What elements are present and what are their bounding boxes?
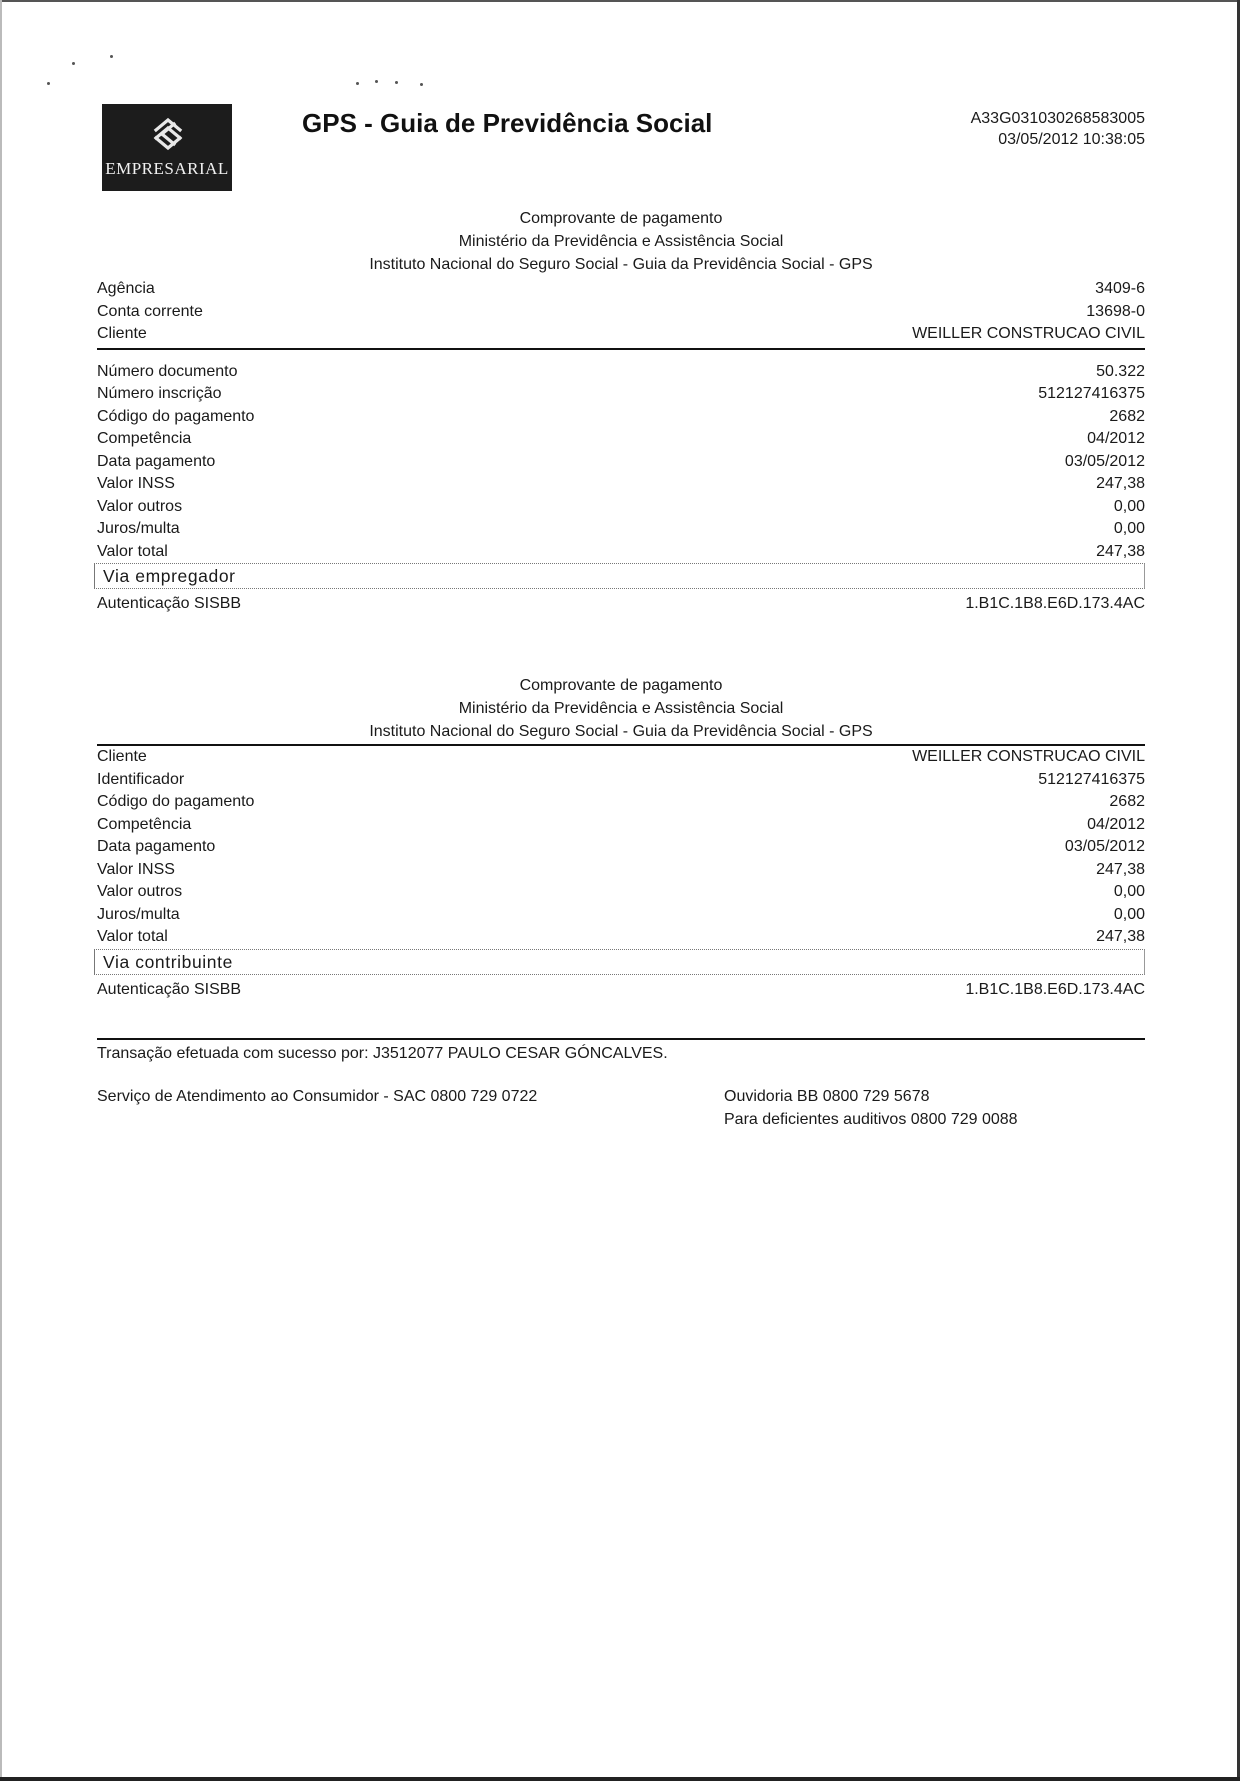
authentication-row [97, 979, 1145, 1002]
detail-row [97, 541, 1145, 564]
field-value: 0,00 [1113, 520, 1145, 537]
detail-row [97, 881, 1145, 904]
detail-row [97, 496, 1145, 519]
field-label: Conta corrente [97, 302, 203, 320]
field-label: Valor outros [97, 497, 183, 515]
page-edge-top [0, 0, 1240, 2]
authentication-row [97, 593, 1145, 616]
field-label: Valor total [97, 542, 168, 560]
field-value: 247,38 [1096, 542, 1145, 560]
field-value: 04/2012 [1087, 815, 1145, 833]
receipt-heading-line1: Comprovante de pagamento [519, 677, 723, 694]
divider [97, 348, 1145, 350]
logo-text: EMPRESARIAL [105, 159, 229, 178]
field-value: 0,00 [1113, 497, 1145, 515]
contributor-details [97, 746, 1145, 949]
field-label: Valor outros [97, 883, 183, 900]
employer-details [97, 361, 1145, 564]
detail-row [97, 746, 1145, 769]
field-value: 0,00 [1113, 883, 1145, 900]
page-edge-left [0, 0, 2, 1781]
field-label: Competência [97, 430, 192, 447]
detail-row [97, 451, 1145, 474]
detail-row [97, 926, 1145, 949]
field-value: 247,38 [1096, 860, 1145, 878]
contributor-receipt [97, 674, 1145, 1001]
field-value: WEILLER CONSTRUCAO CIVIL [912, 748, 1145, 765]
field-label: Cliente [97, 325, 147, 342]
document-id-block [971, 108, 1145, 150]
field-value: 04/2012 [1087, 430, 1145, 447]
field-label: Juros/multa [97, 905, 180, 923]
receipt-heading-line1: Comprovante de pagamento [519, 210, 723, 227]
detail-row [97, 428, 1145, 451]
field-label: Identificador [97, 770, 185, 788]
detail-row [97, 791, 1145, 814]
field-value: 247,38 [1096, 475, 1145, 492]
field-value: WEILLER CONSTRUCAO CIVIL [912, 325, 1145, 342]
field-label: Número documento [97, 362, 238, 380]
field-label: Data pagamento [97, 452, 216, 470]
hearing-impaired-phone: Para deficientes auditivos 0800 729 0088 [724, 1111, 1018, 1128]
account-row-conta [97, 301, 1145, 324]
field-label: Código do pagamento [97, 407, 255, 425]
field-value: 2682 [1109, 793, 1145, 810]
ouvidoria-contacts [724, 1085, 1018, 1131]
field-label: Autenticação SISBB [97, 595, 242, 612]
field-label: Cliente [97, 748, 147, 765]
detail-row [97, 859, 1145, 882]
receipt-heading-line2: Ministério da Previdência e Assistência Social [458, 700, 784, 717]
document-code: A33G031030268583005 [970, 110, 1145, 127]
field-value: 03/05/2012 [1064, 838, 1145, 855]
ouvidoria-phone: Ouvidoria BB 0800 729 5678 [724, 1088, 930, 1105]
via-label-box [94, 563, 1145, 589]
detail-row [97, 361, 1145, 384]
detail-row [97, 836, 1145, 859]
detail-row [97, 406, 1145, 429]
detail-row [97, 518, 1145, 541]
field-value: 247,38 [1096, 928, 1145, 945]
receipt-heading-line2: Ministério da Previdência e Assistência Social [458, 233, 784, 250]
field-value: 03/05/2012 [1064, 452, 1145, 470]
field-label: Agência [97, 280, 155, 297]
detail-row [97, 904, 1145, 927]
bank-logo [102, 104, 232, 191]
account-row-cliente [97, 323, 1145, 346]
bank-logo-mark-icon [148, 114, 188, 154]
receipt-heading-line3: Instituto Nacional do Seguro Social - Guia da Previdência Social - GPS [369, 723, 873, 740]
field-label: Valor INSS [97, 860, 175, 878]
field-value: 3409-6 [1095, 280, 1145, 297]
field-value: 1.B1C.1B8.E6D.173.4AC [965, 980, 1145, 998]
field-label: Data pagamento [97, 838, 216, 855]
receipt-heading-line3: Instituto Nacional do Seguro Social - Guia da Previdência Social - GPS [369, 256, 873, 273]
receipt-heading [97, 674, 1145, 743]
detail-row [97, 769, 1145, 792]
field-label: Número inscrição [97, 385, 222, 402]
account-row-agencia [97, 278, 1145, 301]
field-value: 512127416375 [1038, 385, 1145, 402]
field-value: 1.B1C.1B8.E6D.173.4AC [965, 595, 1145, 612]
via-label-box [94, 949, 1145, 975]
detail-row [97, 814, 1145, 837]
detail-row [97, 383, 1145, 406]
field-value: 50.322 [1096, 362, 1145, 380]
transaction-confirmation: Transação efetuada com sucesso por: J3512077 PAULO CESAR GÓNCALVES. [97, 1045, 668, 1062]
via-label: Via empregador [103, 566, 236, 586]
field-value: 2682 [1109, 407, 1145, 425]
sac-contact: Serviço de Atendimento ao Consumidor - SAC 0800 729 0722 [97, 1088, 538, 1105]
field-label: Valor total [97, 928, 168, 945]
account-info [97, 278, 1145, 346]
field-value: 0,00 [1113, 905, 1145, 923]
field-value: 512127416375 [1038, 770, 1145, 788]
field-label: Juros/multa [97, 520, 180, 537]
detail-row [97, 473, 1145, 496]
page-title: GPS - Guia de Previdência Social [302, 108, 713, 138]
employer-receipt [97, 207, 1145, 616]
page-edge-bottom [0, 1777, 1240, 1781]
receipt-heading [97, 207, 1145, 276]
field-label: Autenticação SISBB [97, 980, 242, 998]
field-value: 13698-0 [1086, 302, 1145, 320]
document-datetime: 03/05/2012 10:38:05 [998, 131, 1145, 148]
field-label: Código do pagamento [97, 793, 255, 810]
via-label: Via contribuinte [103, 951, 233, 972]
footer-divider [97, 1038, 1145, 1040]
field-label: Valor INSS [97, 475, 175, 492]
field-label: Competência [97, 815, 192, 833]
